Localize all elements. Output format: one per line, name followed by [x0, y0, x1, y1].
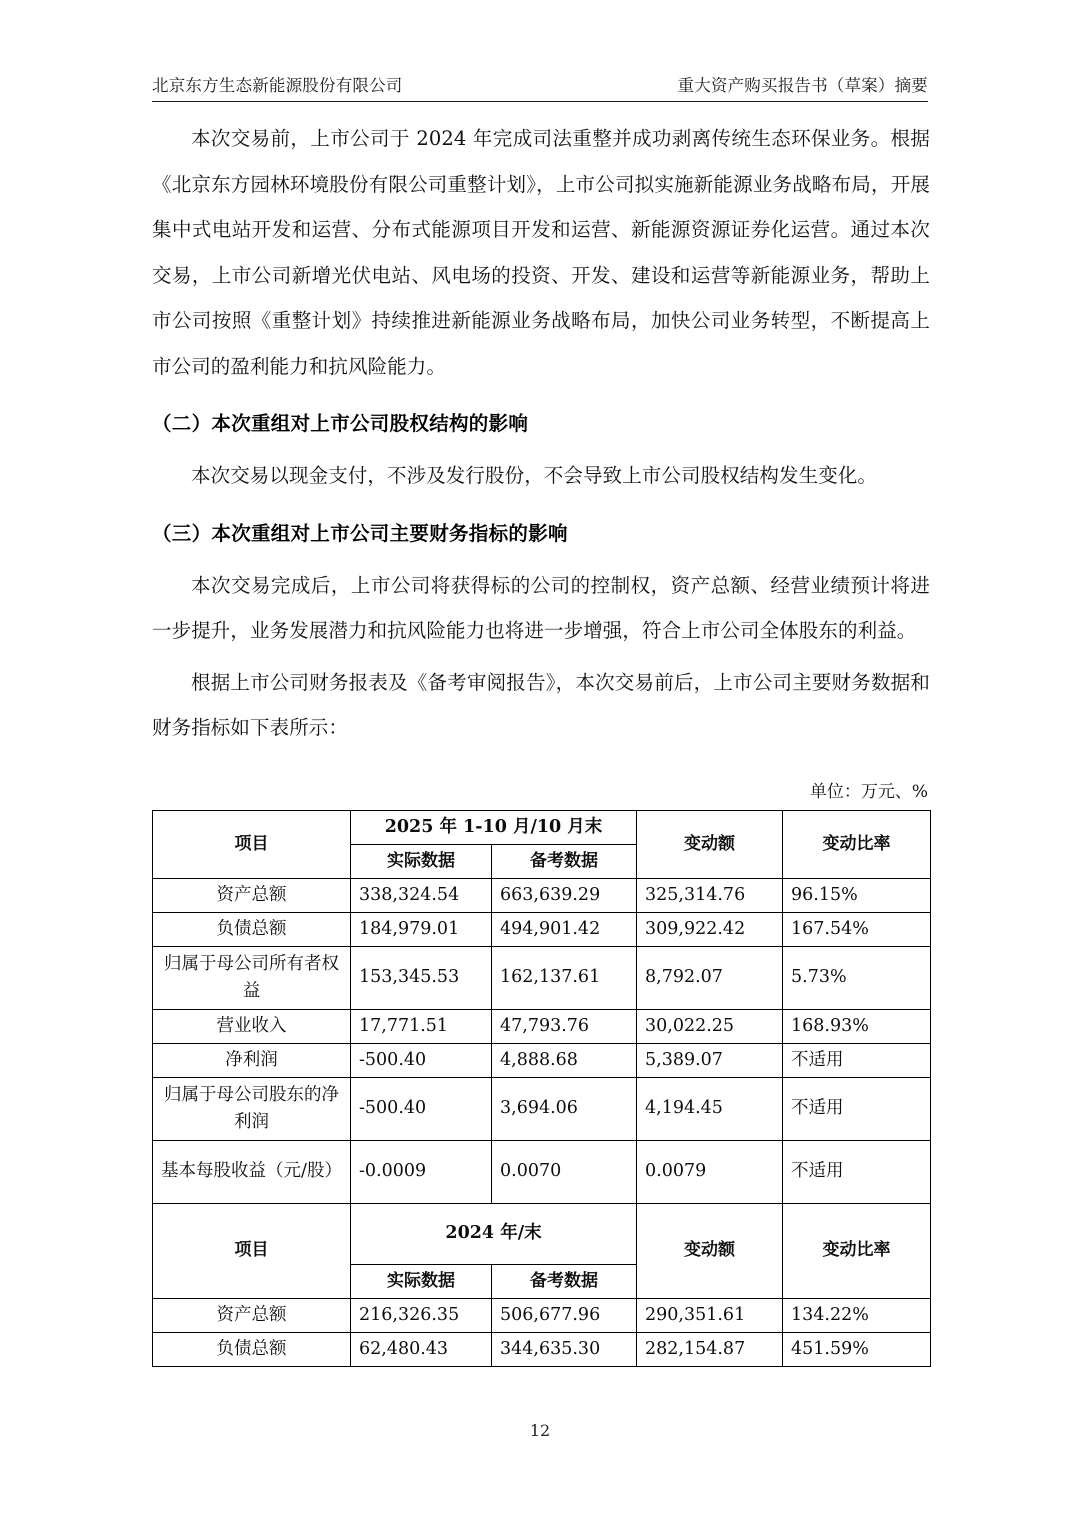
cell-rate: 不适用: [783, 1140, 931, 1203]
cell-item: 净利润: [153, 1043, 351, 1077]
running-header: [152, 72, 928, 102]
table-row: [153, 1140, 931, 1203]
header-cell-item-2: 项目: [153, 1203, 351, 1298]
section-heading-equity-structure: （二）本次重组对上市公司股权结构的影响: [152, 412, 529, 435]
table-unit-note: 单位：万元、%: [809, 781, 928, 802]
cell-actual: 62,480.43: [351, 1332, 492, 1366]
cell-proforma: 162,137.61: [492, 946, 637, 1009]
paragraph-financial-impact: 本次交易完成后，上市公司将获得标的公司的控制权，资产总额、经营业绩预计将进一步提升，业务发展潜力和抗风险能力也将进一步增强，符合上市公司全体股东的利益。: [152, 573, 930, 642]
cell-item: 基本每股收益（元/股）: [153, 1140, 351, 1203]
header-cell-proforma-2: 备考数据: [492, 1264, 637, 1298]
cell-change: 30,022.25: [637, 1009, 783, 1043]
cell-actual: -500.40: [351, 1077, 492, 1140]
cell-rate: 451.59%: [783, 1332, 931, 1366]
header-cell-rate-2: 变动比率: [783, 1203, 931, 1298]
table-header-row-3: [153, 1203, 931, 1264]
cell-proforma: 47,793.76: [492, 1009, 637, 1043]
header-company-name: 北京东方生态新能源股份有限公司: [152, 76, 403, 95]
header-cell-change-2: 变动额: [637, 1203, 783, 1298]
cell-rate: 5.73%: [783, 946, 931, 1009]
header-cell-rate-1: 变动比率: [783, 810, 931, 878]
cell-change: 309,922.42: [637, 912, 783, 946]
header-cell-actual-2: 实际数据: [351, 1264, 492, 1298]
cell-item: 资产总额: [153, 878, 351, 912]
table-row: [153, 878, 931, 912]
cell-actual: 338,324.54: [351, 878, 492, 912]
paragraph-table-intro: 根据上市公司财务报表及《备考审阅报告》，本次交易前后，上市公司主要财务数据和财务指标如下表所示：: [152, 670, 930, 739]
cell-actual: 184,979.01: [351, 912, 492, 946]
paragraph-transaction-background: 本次交易前，上市公司于 2024 年完成司法重整并成功剥离传统生态环保业务。根据《北京东方园林环境股份有限公司重整计划》，上市公司拟实施新能源业务战略布局，开展集中式电站开发和运营、分布式能源项目开发和运营、新能源资源证券化运营。通过本次交易，上市公司新增光伏电站、风电场的投资、开发、建设和运营等新能源业务，帮助上市公司按照《重整计划》持续推进新能源业务战略布局，加快公司业务转型，不断提高上市公司的盈利能力和抗风险能力。: [152, 127, 930, 378]
cell-actual: 17,771.51: [351, 1009, 492, 1043]
header-document-title: 重大资产购买报告书（草案）摘要: [677, 76, 928, 95]
cell-proforma: 0.0070: [492, 1140, 637, 1203]
table-row: [153, 1332, 931, 1366]
header-cell-period-2: 2024 年/末: [351, 1203, 637, 1264]
cell-proforma: 3,694.06: [492, 1077, 637, 1140]
table-row: [153, 1298, 931, 1332]
table-row: [153, 912, 931, 946]
cell-item: 资产总额: [153, 1298, 351, 1332]
table-row: [153, 1009, 931, 1043]
header-cell-change-1: 变动额: [637, 810, 783, 878]
cell-proforma: 663,639.29: [492, 878, 637, 912]
cell-item: 归属于母公司股东的净利润: [153, 1077, 351, 1140]
cell-proforma: 506,677.96: [492, 1298, 637, 1332]
cell-rate: 不适用: [783, 1043, 931, 1077]
table-header-row-1: [153, 810, 931, 844]
cell-actual: -0.0009: [351, 1140, 492, 1203]
financial-comparison-table: [152, 810, 931, 1367]
cell-change: 325,314.76: [637, 878, 783, 912]
page-number: 12: [529, 1421, 551, 1440]
page-content: [152, 116, 930, 1367]
cell-rate: 不适用: [783, 1077, 931, 1140]
section-heading-financial-indicators: （三）本次重组对上市公司主要财务指标的影响: [152, 521, 568, 545]
cell-rate: 168.93%: [783, 1009, 931, 1043]
table-row: [153, 946, 931, 1009]
table-row: [153, 1077, 931, 1140]
cell-rate: 134.22%: [783, 1298, 931, 1332]
cell-rate: 167.54%: [783, 912, 931, 946]
cell-item: 营业收入: [153, 1009, 351, 1043]
cell-change: 0.0079: [637, 1140, 783, 1203]
cell-change: 290,351.61: [637, 1298, 783, 1332]
header-cell-item-1: 项目: [153, 810, 351, 878]
cell-item: 负债总额: [153, 1332, 351, 1366]
cell-actual: 216,326.35: [351, 1298, 492, 1332]
cell-proforma: 494,901.42: [492, 912, 637, 946]
cell-change: 8,792.07: [637, 946, 783, 1009]
cell-rate: 96.15%: [783, 878, 931, 912]
table-row: [153, 1043, 931, 1077]
header-cell-period-1: 2025 年 1-10 月/10 月末: [351, 810, 637, 844]
cell-proforma: 344,635.30: [492, 1332, 637, 1366]
cell-item: 归属于母公司所有者权益: [153, 946, 351, 1009]
cell-proforma: 4,888.68: [492, 1043, 637, 1077]
cell-actual: -500.40: [351, 1043, 492, 1077]
cell-item: 负债总额: [153, 912, 351, 946]
cell-change: 5,389.07: [637, 1043, 783, 1077]
cell-actual: 153,345.53: [351, 946, 492, 1009]
cell-change: 282,154.87: [637, 1332, 783, 1366]
header-cell-actual-1: 实际数据: [351, 844, 492, 878]
header-cell-proforma-1: 备考数据: [492, 844, 637, 878]
cell-change: 4,194.45: [637, 1077, 783, 1140]
paragraph-equity-structure: 本次交易以现金支付，不涉及发行股份，不会导致上市公司股权结构发生变化。: [191, 464, 878, 487]
